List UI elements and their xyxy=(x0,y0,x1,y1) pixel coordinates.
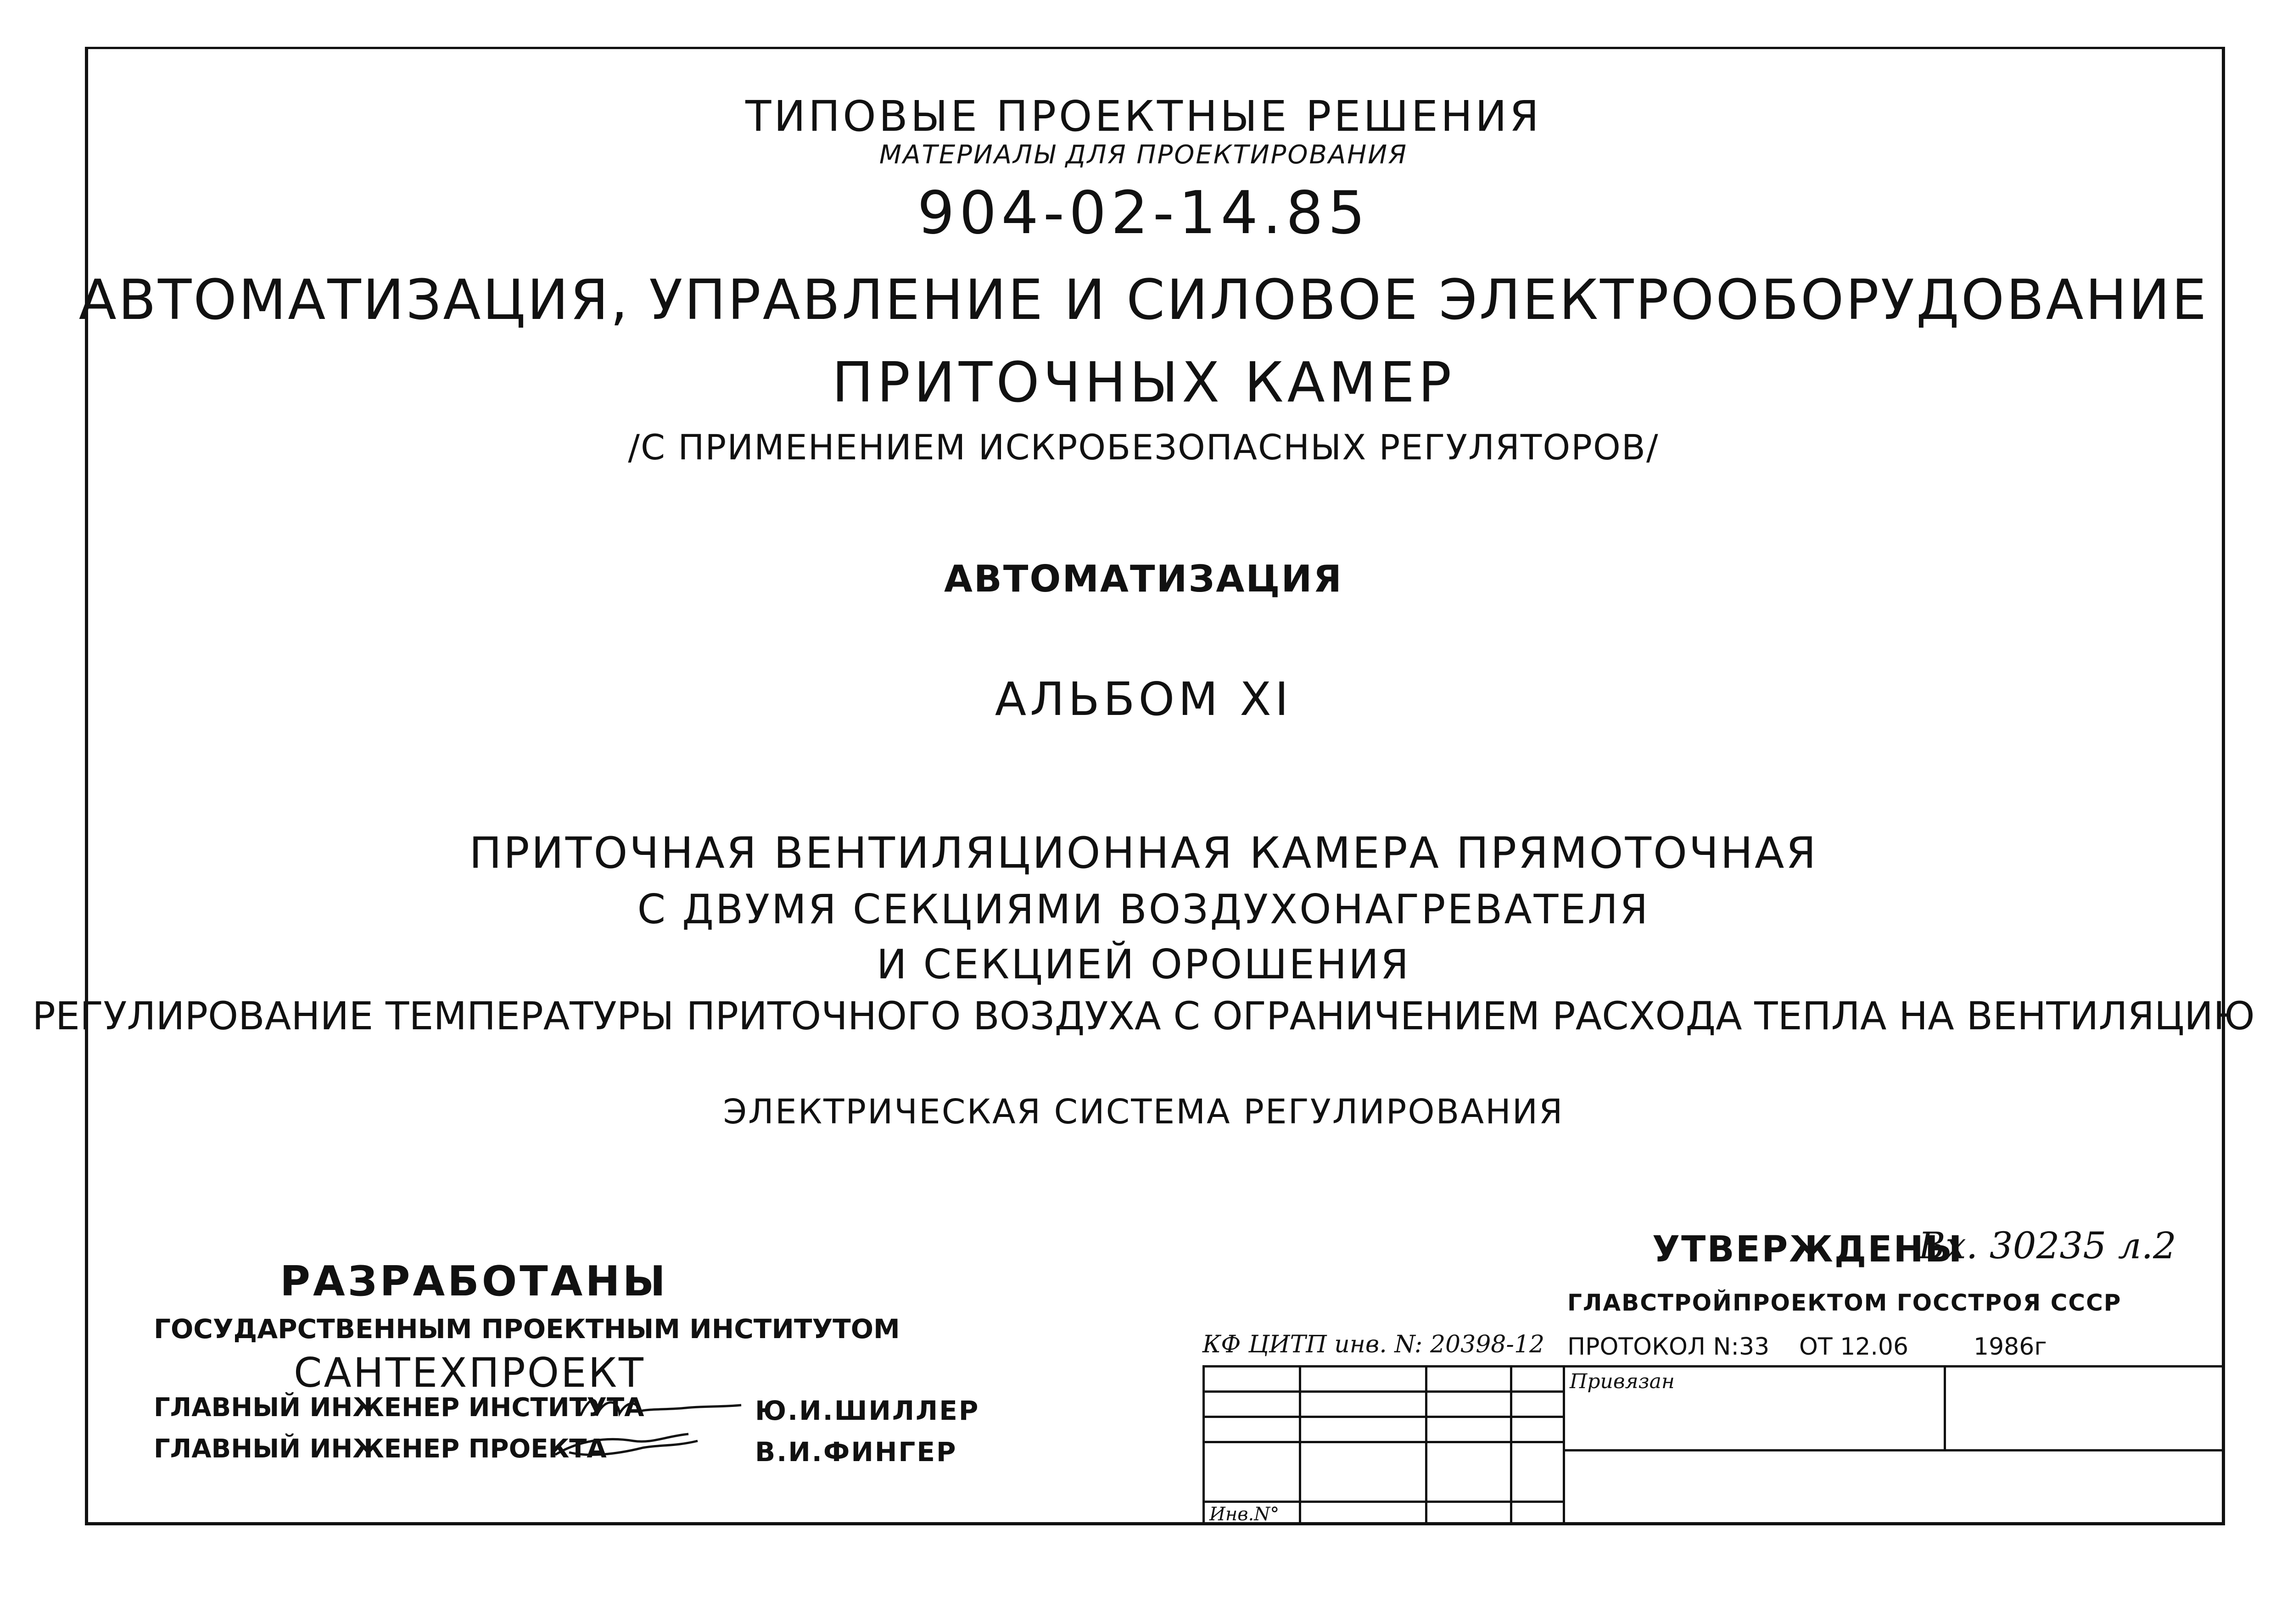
stamp-top-line xyxy=(1202,1365,2225,1367)
title-line-2: ПРИТОЧНЫХ КАМЕР xyxy=(832,351,1455,415)
stamp-row-line xyxy=(1202,1416,1563,1418)
approved-heading: УТВЕРЖДЕНЫ xyxy=(1652,1229,1963,1270)
chief-institute-name: Ю.И.ШИЛЛЕР xyxy=(755,1395,980,1426)
stamp-row-line xyxy=(1202,1501,1563,1503)
bound-label: Привязан xyxy=(1570,1370,1675,1393)
stamp-col-line xyxy=(1944,1365,1946,1450)
description-line-3: И СЕКЦИЕЙ ОРОШЕНИЯ xyxy=(876,941,1411,988)
regulation-system: ЭЛЕКТРИЧЕСКАЯ СИСТЕМА РЕГУЛИРОВАНИЯ xyxy=(723,1092,1564,1132)
institute-name: САНТЕХПРОЕКТ xyxy=(294,1349,645,1396)
chief-project-role: ГЛАВНЫЙ ИНЖЕНЕР ПРОЕКТА xyxy=(154,1434,607,1464)
description-line-1: ПРИТОЧНАЯ ВЕНТИЛЯЦИОННАЯ КАМЕРА ПРЯМОТОЧНАЯ xyxy=(469,828,1818,878)
stamp-row-line xyxy=(1202,1441,1563,1443)
chief-project-name: В.И.ФИНГЕР xyxy=(755,1436,957,1468)
title-line-3: /С ПРИМЕНЕНИЕМ ИСКРОБЕЗОПАСНЫХ РЕГУЛЯТОРОВ/ xyxy=(628,427,1659,468)
section-title: АВТОМАТИЗАЦИЯ xyxy=(944,558,1343,600)
project-code: 904-02-14.85 xyxy=(917,179,1370,247)
approved-by: ГЛАВСТРОЙПРОЕКТОМ ГОССТРОЯ СССР xyxy=(1567,1289,2122,1316)
approved-date: ОТ 12.06 xyxy=(1799,1333,1909,1361)
inv-label: Инв.N° xyxy=(1209,1504,1280,1525)
approved-handwritten-ref: Вх. 30235 л.2 xyxy=(1918,1224,2176,1267)
signature-shiller xyxy=(576,1390,746,1427)
signature-finger xyxy=(551,1427,707,1464)
title-line-1: АВТОМАТИЗАЦИЯ, УПРАВЛЕНИЕ И СИЛОВОЕ ЭЛЕКТРООБОРУДОВАНИЕ xyxy=(78,268,2209,332)
approved-year: 1986г xyxy=(1974,1333,2047,1361)
description-line-4: РЕГУЛИРОВАНИЕ ТЕМПЕРАТУРЫ ПРИТОЧНОГО ВОЗДУХА С ОГРАНИЧЕНИЕМ РАСХОДА ТЕПЛА НА ВЕНТИЛЯЦИЮ xyxy=(32,993,2255,1038)
stamp-row-line xyxy=(1202,1390,1563,1393)
approved-protocol: ПРОТОКОЛ N:33 xyxy=(1567,1333,1770,1361)
stamp-col-line xyxy=(1563,1365,1565,1525)
developed-heading: РАЗРАБОТАНЫ xyxy=(280,1257,668,1306)
institute-line: ГОСУДАРСТВЕННЫМ ПРОЕКТНЫМ ИНСТИТУТОМ xyxy=(154,1313,900,1345)
album-number: АЛЬБОМ XI xyxy=(995,672,1292,726)
chief-institute-role: ГЛАВНЫЙ ИНЖЕНЕР ИНСТИТУТА xyxy=(154,1393,644,1423)
stamp-row-line xyxy=(1563,1449,2225,1451)
series-title: ТИПОВЫЕ ПРОЕКТНЫЕ РЕШЕНИЯ xyxy=(745,92,1542,141)
inventory-note: КФ ЦИТП инв. N: 20398-12 xyxy=(1202,1331,1545,1358)
description-line-2: С ДВУМЯ СЕКЦИЯМИ ВОЗДУХОНАГРЕВАТЕЛЯ xyxy=(637,886,1650,933)
series-subtitle: МАТЕРИАЛЫ ДЛЯ ПРОЕКТИРОВАНИЯ xyxy=(879,140,1408,170)
